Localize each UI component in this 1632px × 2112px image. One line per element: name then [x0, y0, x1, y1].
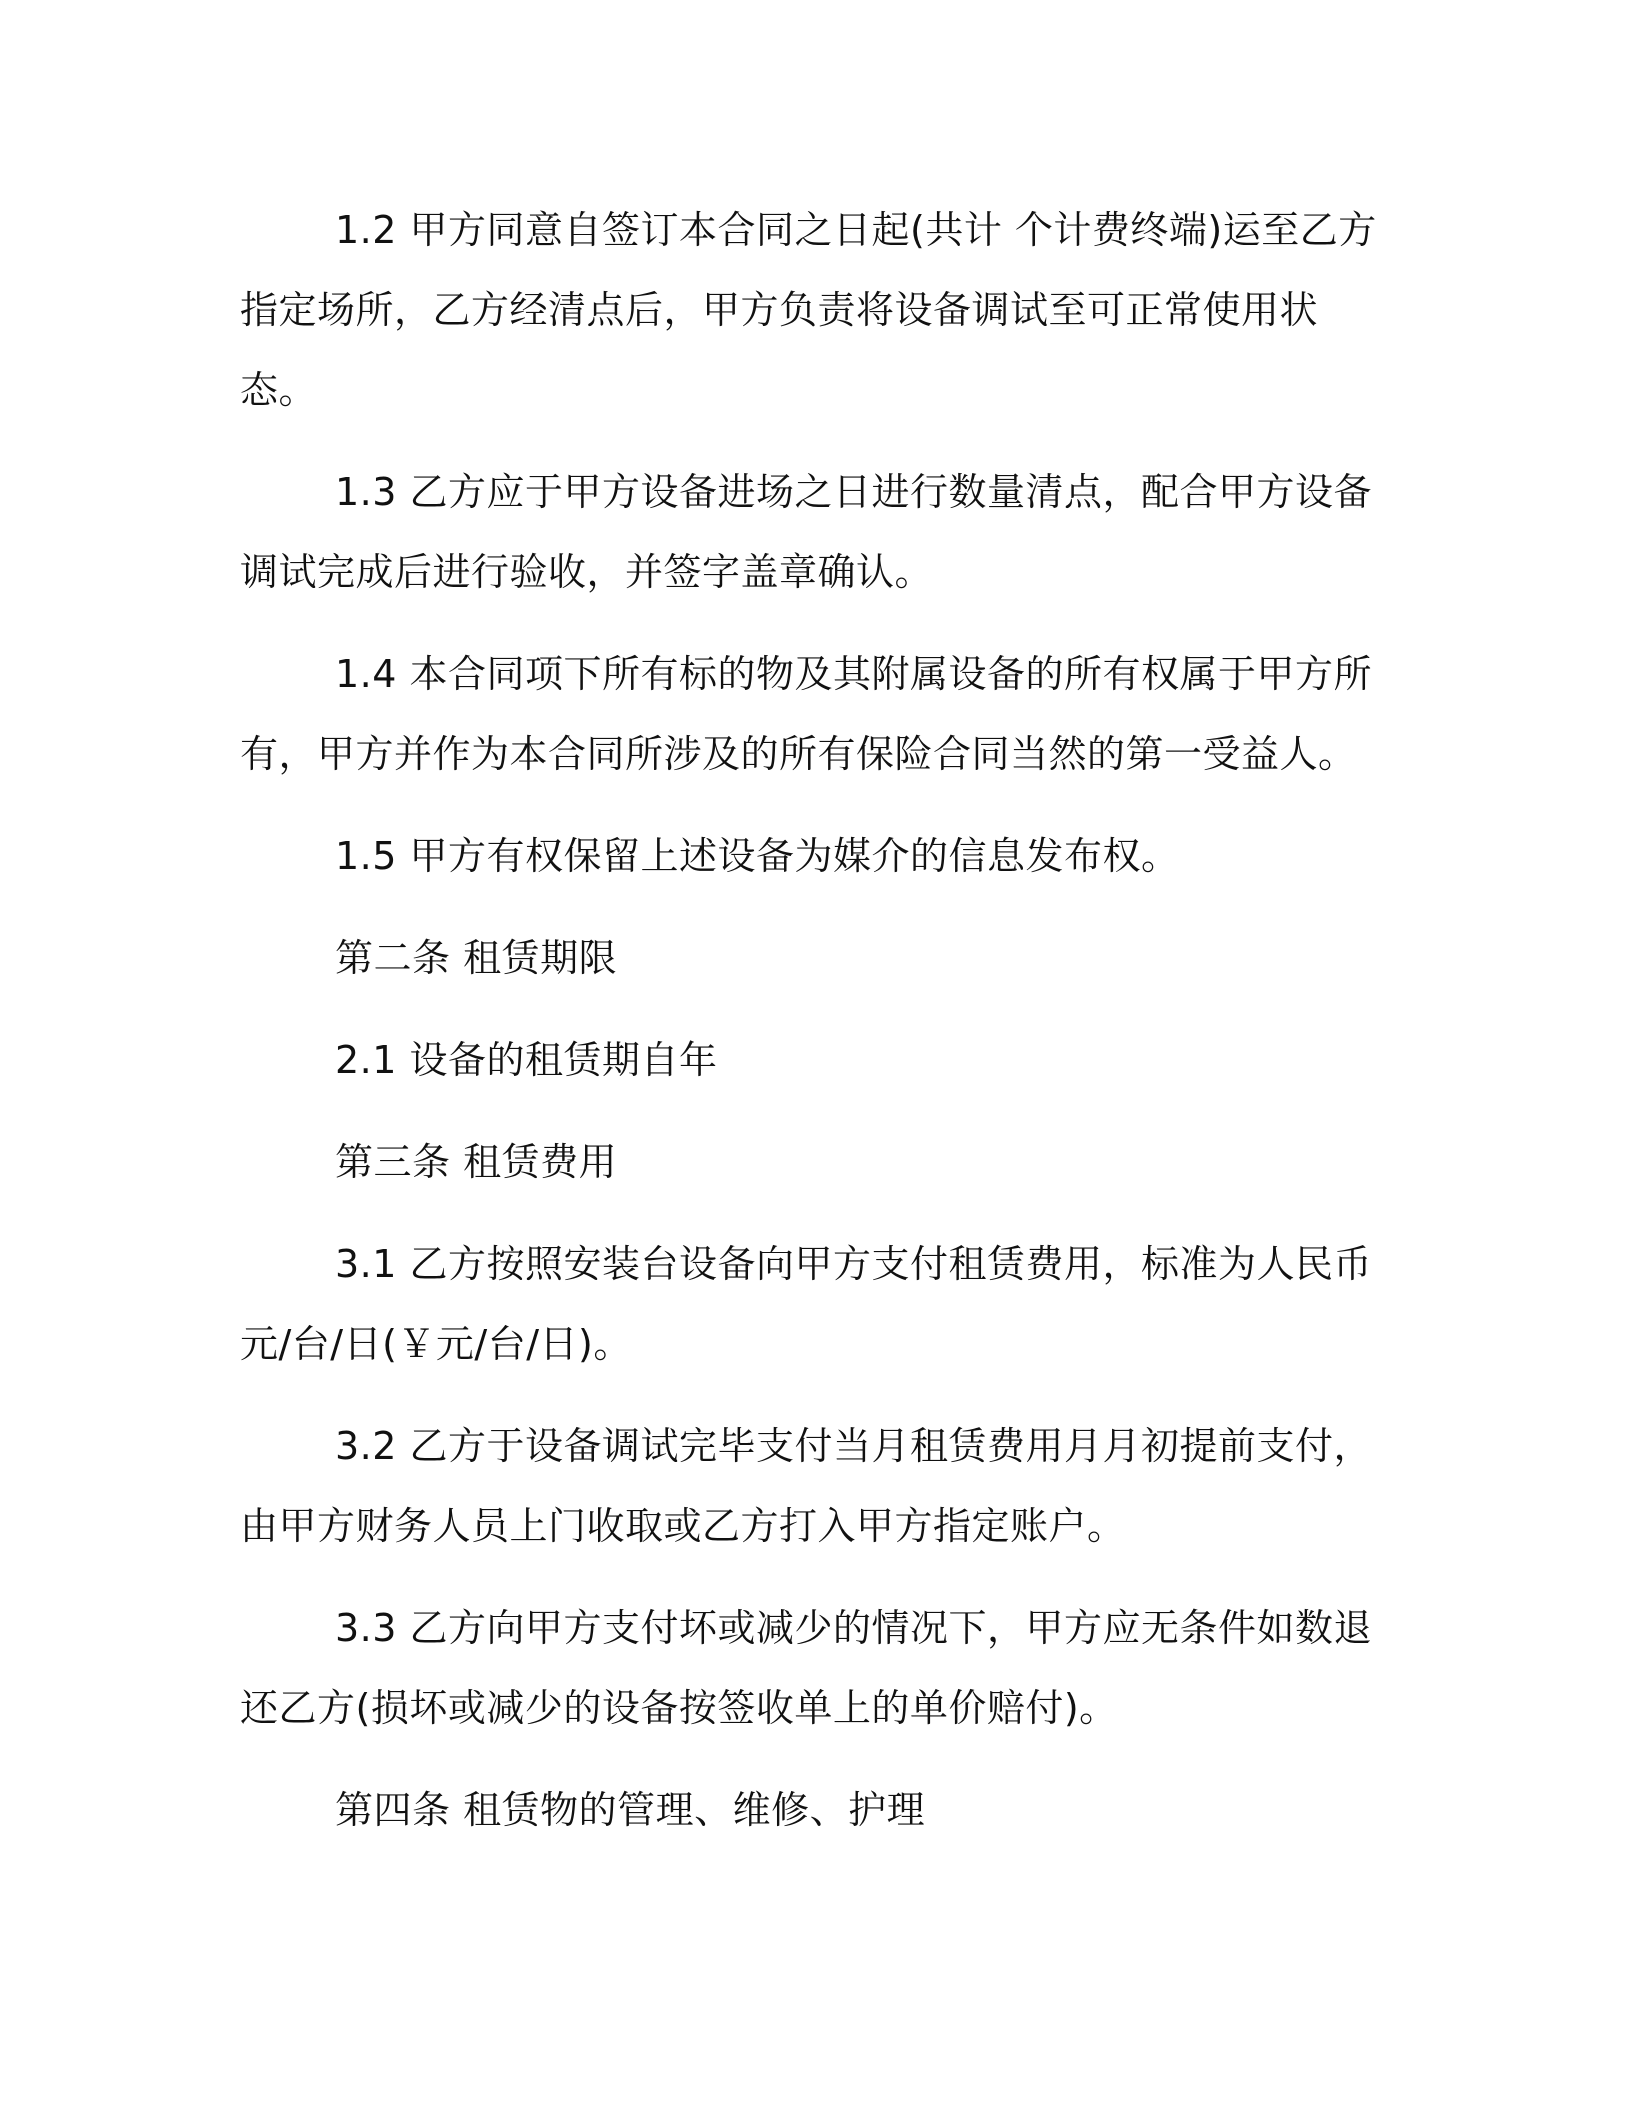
clause-1-2: 1.2 甲方同意自签订本合同之日起(共计 个计费终端)运至乙方指定场所，乙方经清点后，甲方负责将设备调试至可正常使用状态。: [240, 208, 1377, 412]
clause-3-2: 3.2 乙方于设备调试完毕支付当月租赁费用月月初提前支付，由甲方财务人员上门收取或乙方打入甲方指定账户。: [240, 1424, 1373, 1548]
clause-1-3: 1.3 乙方应于甲方设备进场之日进行数量清点，配合甲方设备调试完成后进行验收，并签字盖章确认。: [240, 470, 1373, 594]
article-4-heading: 第四条 租赁物的管理、维修、护理: [335, 1788, 926, 1832]
clause-1-5: 1.5 甲方有权保留上述设备为媒介的信息发布权。: [335, 834, 1180, 878]
article-2-heading: 第二条 租赁期限: [335, 936, 618, 980]
clause-3-1: 3.1 乙方按照安装台设备向甲方支付租赁费用，标准为人民币元/台/日(￥元/台/日)。: [240, 1242, 1373, 1366]
clause-1-4: 1.4 本合同项下所有标的物及其附属设备的所有权属于甲方所有，甲方并作为本合同所涉及的所有保险合同当然的第一受益人。: [240, 652, 1373, 776]
clause-2-1: 2.1 设备的租赁期自年: [335, 1038, 718, 1082]
article-3-heading: 第三条 租赁费用: [335, 1140, 618, 1184]
clause-3-3: 3.3 乙方向甲方支付坏或减少的情况下，甲方应无条件如数退还乙方(损坏或减少的设备按签收单上的单价赔付)。: [240, 1606, 1373, 1730]
document-page: [240, 190, 1390, 1872]
